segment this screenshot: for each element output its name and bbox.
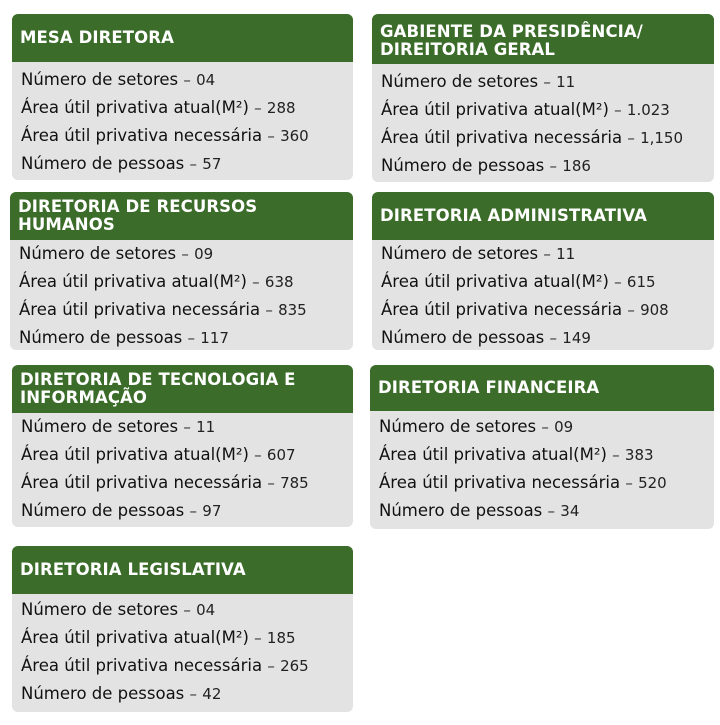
row-label: Área útil privativa atual(M²)	[21, 628, 249, 647]
card-title: GABIENTE DA PRESIDÊNCIA/ DIREITORIA GERAL	[372, 14, 714, 64]
row-current-area	[381, 268, 705, 296]
row-separator: –	[183, 601, 191, 619]
row-label: Área útil privativa atual(M²)	[381, 272, 609, 291]
row-value: 288	[266, 99, 296, 117]
card-body	[12, 62, 353, 178]
row-required-area	[381, 296, 705, 324]
card-body	[12, 413, 353, 525]
row-separator: –	[614, 101, 622, 119]
row-number-of-people	[381, 152, 705, 180]
card-tecnologia-informacao	[12, 365, 353, 527]
row-label: Número de setores	[21, 417, 179, 436]
row-separator: –	[189, 502, 198, 520]
row-separator: –	[627, 129, 635, 147]
row-value: 835	[278, 301, 307, 319]
row-separator: –	[252, 273, 260, 291]
row-separator: –	[189, 685, 198, 703]
row-value: 42	[202, 685, 222, 703]
row-value: 607	[266, 446, 296, 464]
row-required-area	[21, 122, 344, 150]
row-required-area	[381, 124, 705, 152]
row-label: Área útil privativa atual(M²)	[19, 272, 247, 291]
row-number-of-sectors	[21, 66, 344, 94]
row-value: 360	[280, 127, 309, 145]
row-number-of-sectors	[381, 240, 705, 268]
row-label: Área útil privativa necessária	[381, 300, 623, 319]
row-separator: –	[549, 329, 558, 347]
row-value: 11	[556, 73, 576, 91]
row-label: Área útil privativa necessária	[381, 128, 623, 147]
row-separator: –	[183, 71, 191, 89]
row-separator: –	[189, 155, 198, 173]
row-current-area	[21, 624, 344, 652]
row-separator: –	[627, 301, 635, 319]
row-current-area	[379, 441, 705, 469]
row-number-of-sectors	[21, 596, 344, 624]
row-label: Número de setores	[19, 244, 177, 263]
row-required-area	[379, 469, 705, 497]
row-separator: –	[183, 418, 191, 436]
row-label: Área útil privativa atual(M²)	[21, 98, 249, 117]
card-body	[10, 240, 353, 350]
card-gabinete-presidencia	[372, 14, 714, 182]
row-value: 97	[202, 502, 222, 520]
row-value: 34	[560, 502, 580, 520]
card-body	[370, 411, 714, 525]
card-title: MESA DIRETORA	[12, 14, 353, 62]
row-separator: –	[541, 418, 549, 436]
row-separator: –	[187, 329, 196, 347]
row-value: 57	[202, 155, 222, 173]
row-required-area	[19, 296, 344, 324]
row-separator: –	[612, 446, 620, 464]
card-administrativa	[372, 192, 714, 350]
card-body	[372, 240, 714, 350]
card-mesa-diretora	[12, 14, 353, 180]
row-value: 11	[196, 418, 216, 436]
card-body	[12, 594, 353, 708]
row-number-of-sectors	[381, 68, 705, 96]
row-label: Área útil privativa necessária	[21, 656, 263, 675]
row-separator: –	[254, 629, 262, 647]
row-value: 117	[200, 329, 229, 347]
card-financeira	[370, 365, 714, 529]
row-value: 185	[266, 629, 296, 647]
row-value: 11	[556, 245, 576, 263]
row-label: Área útil privativa necessária	[21, 126, 263, 145]
row-value: 149	[562, 329, 591, 347]
row-value: 383	[624, 446, 654, 464]
row-separator: –	[267, 127, 275, 145]
row-label: Número de pessoas	[381, 328, 545, 347]
row-number-of-people	[21, 680, 344, 708]
row-separator: –	[267, 474, 275, 492]
card-title: DIRETORIA ADMINISTRATIVA	[372, 192, 714, 240]
row-separator: –	[625, 474, 633, 492]
row-value: 908	[640, 301, 669, 319]
row-label: Número de setores	[21, 600, 179, 619]
row-separator: –	[254, 99, 262, 117]
row-label: Número de setores	[21, 70, 179, 89]
row-value: 04	[196, 71, 216, 89]
card-title: DIRETORIA DE RECURSOS HUMANOS	[10, 192, 353, 240]
row-number-of-sectors	[21, 413, 344, 441]
row-label: Número de pessoas	[21, 684, 185, 703]
row-label: Número de setores	[381, 72, 539, 91]
row-separator: –	[543, 73, 551, 91]
row-label: Número de pessoas	[21, 501, 185, 520]
row-number-of-people	[381, 324, 705, 350]
row-required-area	[21, 469, 344, 497]
row-value: 04	[196, 601, 216, 619]
row-number-of-sectors	[379, 413, 705, 441]
row-label: Área útil privativa necessária	[19, 300, 261, 319]
row-separator: –	[254, 446, 262, 464]
row-value: 1,150	[640, 129, 684, 147]
row-number-of-people	[21, 497, 344, 525]
row-label: Número de setores	[379, 417, 537, 436]
row-label: Número de pessoas	[19, 328, 183, 347]
row-required-area	[21, 652, 344, 680]
row-label: Área útil privativa necessária	[21, 473, 263, 492]
row-label: Número de pessoas	[381, 156, 545, 175]
row-label: Área útil privativa atual(M²)	[381, 100, 609, 119]
card-legislativa	[12, 546, 353, 712]
row-number-of-people	[21, 150, 344, 178]
row-value: 615	[626, 273, 656, 291]
row-value: 785	[280, 474, 309, 492]
card-title: DIRETORIA LEGISLATIVA	[12, 546, 353, 594]
row-separator: –	[267, 657, 275, 675]
row-number-of-people	[379, 497, 705, 525]
row-label: Área útil privativa atual(M²)	[379, 445, 607, 464]
row-label: Número de setores	[381, 244, 539, 263]
card-title: DIRETORIA DE TECNOLOGIA E INFORMAÇÃO	[12, 365, 353, 413]
card-title: DIRETORIA FINANCEIRA	[370, 365, 714, 411]
card-recursos-humanos	[10, 192, 353, 350]
row-value: 1.023	[626, 101, 670, 119]
row-label: Área útil privativa atual(M²)	[21, 445, 249, 464]
row-separator: –	[543, 245, 551, 263]
row-current-area	[19, 268, 344, 296]
row-label: Área útil privativa necessária	[379, 473, 621, 492]
row-value: 09	[194, 245, 214, 263]
row-separator: –	[549, 157, 558, 175]
row-current-area	[21, 441, 344, 469]
row-separator: –	[614, 273, 622, 291]
card-body	[372, 64, 714, 180]
row-value: 265	[280, 657, 309, 675]
row-current-area	[381, 96, 705, 124]
row-label: Número de pessoas	[379, 501, 543, 520]
row-separator: –	[181, 245, 189, 263]
row-separator: –	[547, 502, 556, 520]
row-number-of-sectors	[19, 240, 344, 268]
row-label: Número de pessoas	[21, 154, 185, 173]
row-separator: –	[265, 301, 273, 319]
row-number-of-people	[19, 324, 344, 350]
row-current-area	[21, 94, 344, 122]
row-value: 09	[554, 418, 574, 436]
row-value: 186	[562, 157, 591, 175]
row-value: 638	[264, 273, 294, 291]
row-value: 520	[638, 474, 667, 492]
